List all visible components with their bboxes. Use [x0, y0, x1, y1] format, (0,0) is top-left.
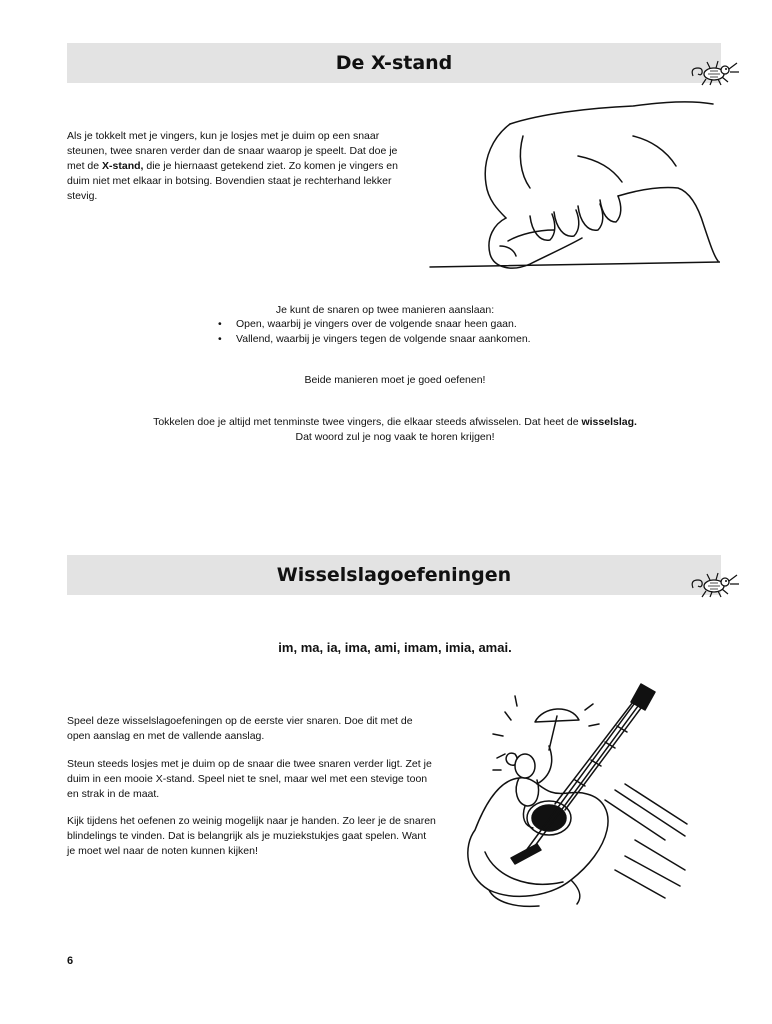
lizard-ornament-icon [690, 60, 740, 86]
practice-both-note: Beide manieren moet je goed oefenen! [304, 374, 486, 386]
exercise-paragraph: Steun steeds losjes met je duim op de snaar die twee snaren verder ligt. Zet je duim in een mooie X-stand. Speel niet te snel, maar wel met een stevige toon en strak in de maat. [67, 758, 432, 800]
stroke-list [218, 317, 531, 347]
x-stand-intro: Als je tokkelt met je vingers, kun je losjes met je duim op een snaar steunen, twee snaren verder dan de snaar waarop je speelt. Dat doe je met de X-stand, die je hiernaast getekend ziet. Zo komen je vingers en duim niet met elkaar in botsing. Bovendien staat je rechterhand lekker stevig. [67, 130, 398, 202]
strokes-lead: Je kunt de snaren op twee manieren aanslaan: [275, 304, 495, 316]
hand-x-stand-illustration [428, 96, 720, 274]
section-title: De X-stand [335, 52, 453, 74]
guitar-mouse-illustration [455, 680, 695, 920]
lizard-ornament-icon [690, 572, 740, 598]
exercise-paragraph: Kijk tijdens het oefenen zo weinig mogelijk naar je handen. Zo leer je de snaren blindelings te vinden. Dat is belangrijk als je muziekstukjes gaat spelen. Want je moet wel naar de noten kunnen kijken! [67, 815, 436, 857]
section-title: Wisselslagoefeningen [276, 564, 512, 586]
finger-patterns: im, ma, ia, ima, ami, imam, imia, amai. [278, 640, 512, 655]
list-item: • Vallend, waarbij je vingers tegen de volgende snaar aankomen. [218, 332, 531, 347]
page-number: 6 [67, 955, 74, 967]
list-item: • Open, waarbij je vingers over de volgende snaar heen gaan. [218, 317, 531, 332]
alternation-note: Tokkelen doe je altijd met tenminste twee vingers, die elkaar steeds afwisselen. Dat heet de wisselslag. Dat woord zul je nog vaak te horen krijgen! [153, 416, 637, 443]
exercise-paragraph: Speel deze wisselslagoefeningen op de eerste vier snaren. Doe dit met de open aanslag en met de vallende aanslag. [67, 715, 413, 742]
section-header-exercises [67, 555, 721, 595]
section-header-x-stand [67, 43, 721, 83]
